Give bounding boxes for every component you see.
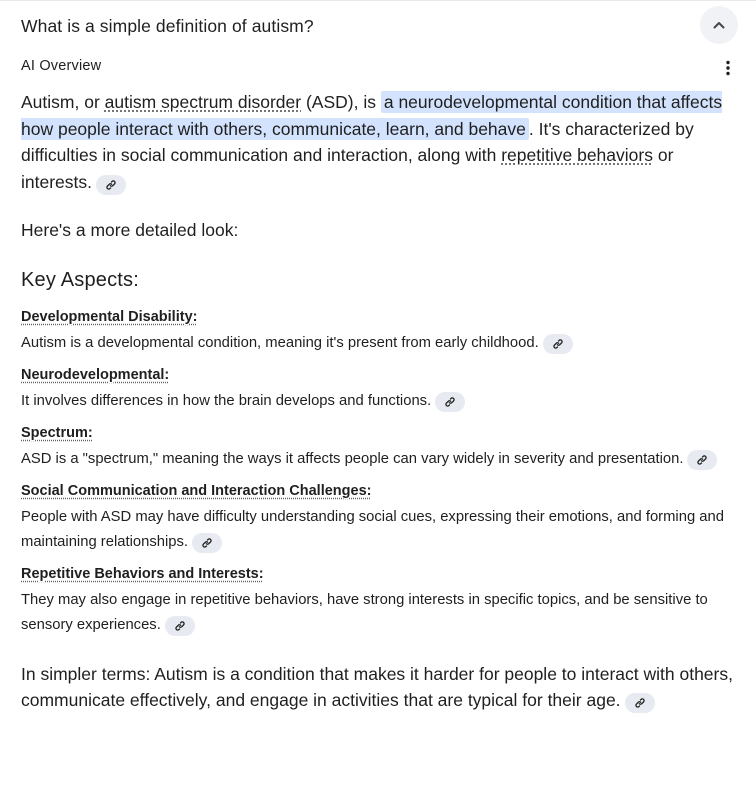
aspect-item	[21, 307, 746, 356]
aspect-description	[21, 588, 746, 638]
top-divider	[0, 0, 756, 1]
collapse-button[interactable]	[700, 6, 738, 44]
aspect-term[interactable]: Repetitive Behaviors and Interests:	[21, 565, 264, 582]
link-icon	[552, 338, 564, 350]
aspect-term[interactable]: Spectrum:	[21, 424, 93, 441]
aspect-term[interactable]: Neurodevelopmental:	[21, 366, 170, 383]
source-link-chip[interactable]	[625, 693, 655, 713]
aspect-desc-text: It involves differences in how the brain develops and functions.	[21, 392, 432, 409]
source-link-chip[interactable]	[687, 450, 717, 470]
intro-text-4: or interests.	[21, 145, 674, 192]
source-link-chip[interactable]	[543, 334, 573, 354]
aspect-desc-text: They may also engage in repetitive behaviors, have strong interests in specific topics, and be sensitive to sensory experiences.	[21, 591, 708, 633]
source-link-chip[interactable]	[96, 175, 126, 195]
link-icon	[634, 697, 646, 709]
aspect-description	[21, 389, 746, 414]
intro-text-3: . It's characterized by difficulties in social communication and interaction, along with	[21, 118, 694, 165]
aspect-term[interactable]: Developmental Disability:	[21, 308, 198, 325]
key-aspects-heading: Key Aspects:	[21, 268, 140, 291]
aspect-item	[21, 423, 746, 472]
chevron-up-icon	[711, 17, 727, 33]
aspect-desc-text: People with ASD may have difficulty understanding social cues, expressing their emotions, and forming and maintaining relationships.	[21, 508, 724, 550]
more-vert-icon	[725, 60, 731, 76]
repetitive-behaviors-link[interactable]: repetitive behaviors	[501, 145, 653, 165]
summary-text: In simpler terms: Autism is a condition that makes it harder for people to interact with others, communicate effectively, and engage in activities that are typical for their age.	[21, 663, 733, 710]
link-icon	[105, 179, 117, 191]
search-question: What is a simple definition of autism?	[21, 16, 314, 36]
link-icon	[696, 454, 708, 466]
source-link-chip[interactable]	[192, 533, 222, 553]
link-icon	[201, 537, 213, 549]
aspect-description	[21, 505, 746, 555]
source-link-chip[interactable]	[435, 392, 465, 412]
intro-text-1: Autism, or	[21, 92, 105, 112]
source-link-chip[interactable]	[165, 616, 195, 636]
aspect-description	[21, 331, 746, 356]
aspect-item	[21, 564, 746, 638]
asd-term-link[interactable]: autism spectrum disorder	[104, 92, 302, 112]
highlighted-definition: a neurodevelopmental condition that affects how people interact with others, communicate, learn, and behave	[21, 92, 723, 139]
link-icon	[174, 620, 186, 632]
overview-content	[21, 89, 746, 714]
aspect-description	[21, 447, 746, 472]
aspect-term[interactable]: Social Communication and Interaction Challenges:	[21, 482, 372, 499]
aspect-desc-text: ASD is a "spectrum," meaning the ways it affects people can vary widely in severity and presentation.	[21, 450, 684, 467]
detail-intro: Here's a more detailed look:	[21, 220, 239, 240]
ai-overview-label: AI Overview	[21, 58, 102, 74]
link-icon	[444, 396, 456, 408]
aspect-desc-text: Autism is a developmental condition, meaning it's present from early childhood.	[21, 334, 539, 351]
intro-paragraph	[21, 89, 746, 195]
more-options-button[interactable]	[718, 56, 738, 80]
aspect-item	[21, 365, 746, 414]
aspect-item	[21, 481, 746, 555]
intro-text-2: (ASD), is	[301, 92, 381, 112]
summary-paragraph	[21, 661, 746, 714]
